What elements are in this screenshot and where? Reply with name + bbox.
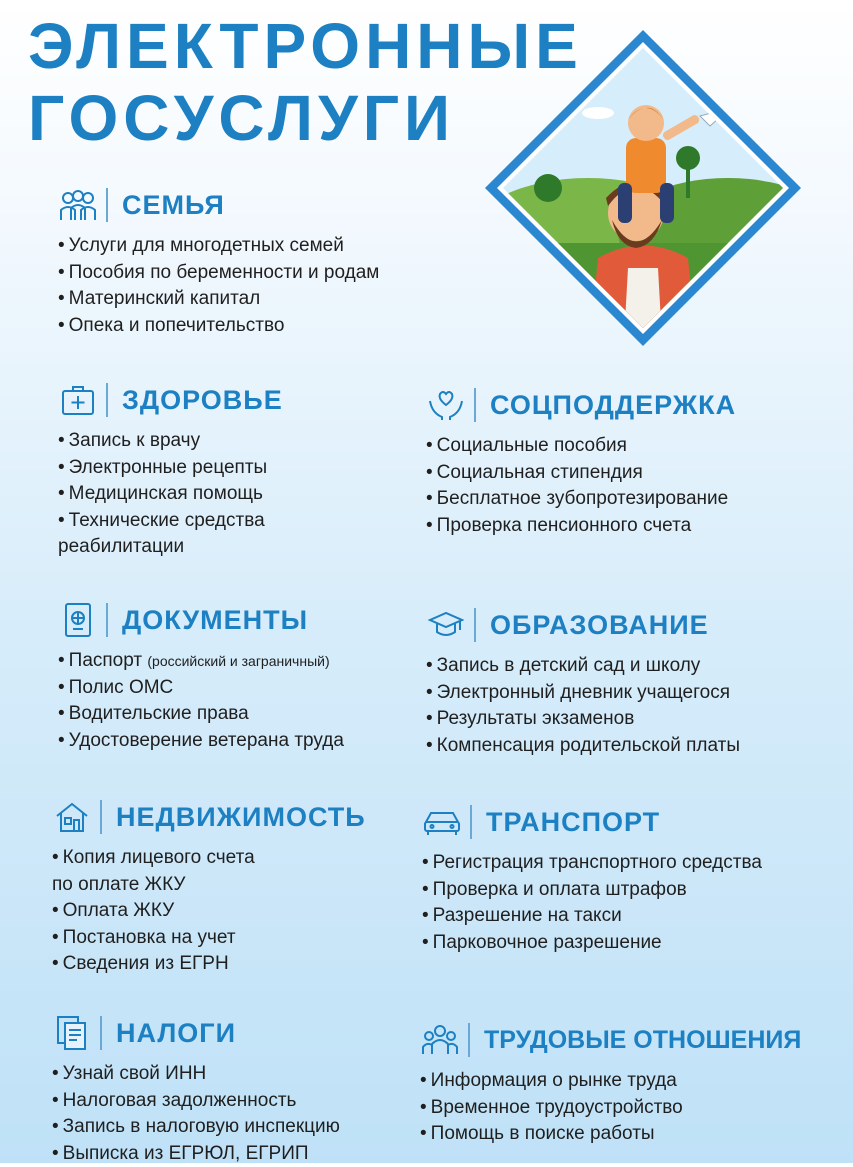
section-title-transport: ТРАНСПОРТ bbox=[486, 807, 660, 838]
section-transport bbox=[422, 802, 762, 956]
list-item: • Медицинская помощь bbox=[58, 481, 283, 508]
section-title-social: СОЦПОДДЕРЖКА bbox=[490, 390, 736, 421]
list-item: • Электронные рецепты bbox=[58, 455, 283, 482]
section-title-realty: НЕДВИЖИМОСТЬ bbox=[116, 802, 366, 833]
section-realty bbox=[52, 797, 366, 978]
list-item: • Проверка пенсионного счета bbox=[426, 513, 736, 540]
taxes-list bbox=[52, 1061, 340, 1167]
list-item: • Проверка и оплата штрафов bbox=[422, 877, 762, 904]
list-item: • Услуги для многодетных семей bbox=[58, 233, 379, 260]
list-item: • Паспорт (российский и заграничный) bbox=[58, 648, 344, 675]
list-item: • Оплата ЖКУ bbox=[52, 898, 366, 925]
list-item: • Парковочное разрешение bbox=[422, 930, 762, 957]
section-health bbox=[58, 380, 283, 561]
family-list bbox=[58, 233, 379, 339]
list-item: • Полис ОМС bbox=[58, 675, 344, 702]
section-title-documents: ДОКУМЕНТЫ bbox=[122, 605, 308, 636]
list-item: • Выписка из ЕГРЮЛ, ЕГРИП bbox=[52, 1141, 340, 1167]
section-title-labor: ТРУДОВЫЕ ОТНОШЕНИЯ bbox=[484, 1026, 801, 1055]
list-item: • Запись в налоговую инспекцию bbox=[52, 1114, 340, 1141]
list-item: • Электронный дневник учащегося bbox=[426, 680, 740, 707]
list-item: по оплате ЖКУ bbox=[52, 872, 366, 899]
section-title-health: ЗДОРОВЬЕ bbox=[122, 385, 283, 416]
list-item: • Опека и попечительство bbox=[58, 313, 379, 340]
section-title-education: ОБРАЗОВАНИЕ bbox=[490, 610, 709, 641]
list-item: • Временное трудоустройство bbox=[420, 1095, 801, 1122]
section-title-family: СЕМЬЯ bbox=[122, 190, 225, 221]
realty-list bbox=[52, 845, 366, 978]
transport-list bbox=[422, 850, 762, 956]
list-item: • Пособия по беременности и родам bbox=[58, 260, 379, 287]
list-item: • Водительские права bbox=[58, 701, 344, 728]
list-item: • Результаты экзаменов bbox=[426, 706, 740, 733]
documents-list bbox=[58, 648, 344, 754]
list-item: • Технические средства bbox=[58, 508, 283, 535]
house-icon bbox=[52, 797, 92, 837]
documents-icon bbox=[52, 1013, 92, 1053]
medkit-icon bbox=[58, 380, 98, 420]
passport-icon bbox=[58, 600, 98, 640]
list-item: • Запись к врачу bbox=[58, 428, 283, 455]
car-icon bbox=[422, 802, 462, 842]
labor-list bbox=[420, 1068, 801, 1148]
list-item: • Бесплатное зубопротезирование bbox=[426, 486, 736, 513]
list-item: • Информация о рынке труда bbox=[420, 1068, 801, 1095]
hands-heart-icon bbox=[426, 385, 466, 425]
graduation-cap-icon bbox=[426, 605, 466, 645]
section-social bbox=[426, 385, 736, 539]
list-item: • Социальные пособия bbox=[426, 433, 736, 460]
list-item: • Компенсация родительской платы bbox=[426, 733, 740, 760]
list-item: • Постановка на учет bbox=[52, 925, 366, 952]
list-item: • Копия лицевого счета bbox=[52, 845, 366, 872]
list-item: • Удостоверение ветерана труда bbox=[58, 728, 344, 755]
family-illustration bbox=[478, 28, 808, 358]
list-item: • Запись в детский сад и школу bbox=[426, 653, 740, 680]
list-item: • Социальная стипендия bbox=[426, 460, 736, 487]
family-icon bbox=[58, 185, 98, 225]
section-taxes bbox=[52, 1013, 340, 1167]
list-item: • Узнай свой ИНН bbox=[52, 1061, 340, 1088]
health-list bbox=[58, 428, 283, 561]
section-education bbox=[426, 605, 740, 759]
list-item: • Разрешение на такси bbox=[422, 903, 762, 930]
list-item: • Налоговая задолженность bbox=[52, 1088, 340, 1115]
page-title-line2: ГОСУСЛУГИ bbox=[28, 86, 455, 150]
section-title-taxes: НАЛОГИ bbox=[116, 1018, 236, 1049]
list-item: реабилитации bbox=[58, 534, 283, 561]
social-list bbox=[426, 433, 736, 539]
list-item: • Регистрация транспортного средства bbox=[422, 850, 762, 877]
page-title-line1: ЭЛЕКТРОННЫЕ bbox=[28, 14, 583, 78]
section-documents bbox=[58, 600, 344, 754]
section-family bbox=[58, 185, 379, 339]
section-labor bbox=[420, 1020, 801, 1148]
list-item: • Помощь в поиске работы bbox=[420, 1121, 801, 1148]
education-list bbox=[426, 653, 740, 759]
team-icon bbox=[420, 1020, 460, 1060]
list-item: • Сведения из ЕГРН bbox=[52, 951, 366, 978]
list-item: • Материнский капитал bbox=[58, 286, 379, 313]
